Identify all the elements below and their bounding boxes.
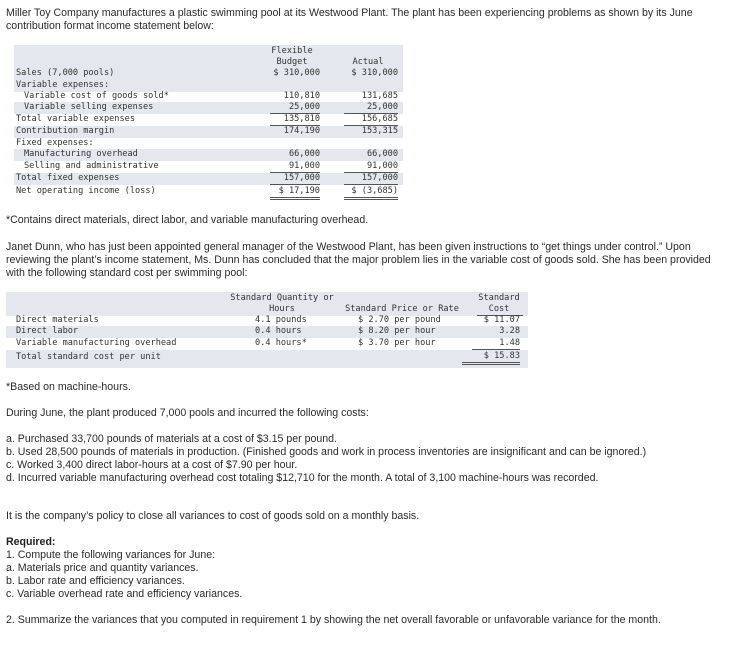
cost-item-c: c. Worked 3,400 direct labor-hours at a cost of $7.90 per hour. (6, 459, 298, 471)
std-total-cost: $ 15.83 (462, 351, 520, 365)
required-item-1a: a. Materials price and quantity variances. (6, 562, 199, 574)
intro-text: Miller Toy Company manufactures a plastic swimming pool at its Westwood Plant. The plant has been experiencing problems as shown by its June contribution format income statement below: (6, 7, 693, 32)
flex-value: 157,000 (270, 173, 320, 185)
col-flexible-line2: Budget (276, 57, 308, 67)
june-costs-list (6, 433, 706, 485)
std-row-qty: 4.1 pounds (255, 315, 307, 325)
row-label: Variable expenses: (16, 80, 110, 90)
flex-value: $ 17,190 (270, 186, 320, 200)
row-label: Contribution margin (16, 126, 115, 136)
std-cost-header-line1: Standard (478, 293, 520, 303)
flex-value: 174,190 (283, 126, 320, 136)
actual-value: 157,000 (344, 173, 398, 185)
row-label: Fixed expenses: (16, 138, 94, 148)
std-row-label: Direct materials (16, 315, 99, 325)
row-label: Total variable expenses (16, 114, 135, 124)
actual-value: 25,000 (344, 102, 398, 114)
dunn-paragraph: Janet Dunn, who has just been appointed general manager of the Westwood Plant, has been given instructions to “get things under control.” Upon reviewing the plant’s income statement, Ms. Dunn has concluded that the major problem lies in the variable cost of goods sold. She has been provided with the following standard cost per swimming pool: (6, 241, 711, 279)
footnote-machine-hours: *Based on machine-hours. (6, 381, 131, 393)
std-qty-header-line1: Standard Quantity or (230, 293, 334, 303)
std-row-cost: $ 11.07 (483, 315, 520, 325)
flex-value: 25,000 (270, 102, 320, 114)
policy-text: It is the company’s policy to close all variances to cost of goods sold on a monthly basis. (6, 510, 420, 522)
flex-value: 66,000 (288, 149, 320, 159)
june-costs-intro: During June, the plant produced 7,000 pools and incurred the following costs: (6, 407, 369, 419)
cost-item-a: a. Purchased 33,700 pounds of materials at a cost of $3.15 per pound. (6, 433, 337, 445)
actual-value: 156,685 (344, 114, 398, 126)
cost-item-b: b. Used 28,500 pounds of materials in production. (Finished goods and work in process inventories are insignificant and can be ignored.) (6, 446, 647, 458)
std-price-header: Standard Price or Rate (345, 304, 459, 314)
required-item-1b: b. Labor rate and efficiency variances. (6, 575, 185, 587)
income-statement (14, 45, 403, 199)
std-row-price: $ 2.70 per pound (358, 315, 441, 325)
std-row-qty: 0.4 hours* (255, 338, 307, 348)
std-row-price: $ 3.70 per hour (358, 338, 436, 348)
actual-value: 66,000 (366, 149, 398, 159)
std-row-price: $ 8.20 per hour (358, 326, 436, 336)
std-total-label: Total standard cost per unit (16, 352, 161, 362)
std-row-cost: 1.48 (472, 338, 520, 350)
row-label: Total fixed expenses (16, 173, 120, 183)
row-label: Manufacturing overhead (24, 149, 138, 159)
income-row (14, 149, 403, 161)
row-label: Variable cost of goods sold* (24, 91, 169, 101)
std-row-label: Variable manufacturing overhead (16, 338, 177, 348)
required-section (6, 536, 718, 601)
std-cost-header-line2: Cost (488, 304, 510, 314)
required-item-1c: c. Variable overhead rate and efficiency variances. (6, 588, 243, 600)
row-label: Variable selling expenses (24, 102, 154, 112)
std-row-label: Direct labor (16, 326, 79, 336)
std-qty-header-line2: Hours (269, 304, 295, 314)
actual-value: 131,685 (361, 91, 398, 101)
standard-cost-table (6, 292, 528, 370)
row-label: Selling and administrative (24, 161, 159, 171)
income-row (14, 173, 403, 185)
flex-value: 91,000 (270, 161, 320, 173)
flex-value: 135,810 (270, 114, 320, 126)
income-row (14, 126, 403, 138)
std-row-cost: 3.28 (499, 326, 520, 336)
income-row (14, 102, 403, 114)
std-total-row (6, 350, 528, 368)
row-label: Sales (7,000 pools) (16, 68, 115, 78)
required-heading: Required: (6, 536, 56, 548)
row-label: Net operating income (loss) (16, 186, 156, 196)
actual-value: 91,000 (344, 161, 398, 173)
actual-value: 153,315 (361, 126, 398, 136)
std-row-qty: 0.4 hours (255, 326, 302, 336)
required-item-1: 1. Compute the following variances for June: (6, 549, 216, 561)
flex-value: 110,810 (283, 91, 320, 101)
col-flexible-line1: Flexible (271, 46, 313, 56)
std-row (6, 326, 528, 338)
col-actual-header: Actual (352, 57, 384, 67)
actual-value: $ 310,000 (351, 68, 398, 78)
footnote-cogs: *Contains direct materials, direct labor, and variable manufacturing overhead. (6, 214, 369, 226)
actual-value: $ (3,685) (344, 186, 398, 200)
required-item-2: 2. Summarize the variances that you computed in requirement 1 by showing the net overall favorable or unfavorable variance for the month. (6, 614, 661, 626)
flex-value: $ 310,000 (273, 68, 320, 78)
cost-item-d: d. Incurred variable manufacturing overhead cost totaling $12,710 for the month. A total of 3,100 machine-hours was recorded. (6, 472, 599, 484)
